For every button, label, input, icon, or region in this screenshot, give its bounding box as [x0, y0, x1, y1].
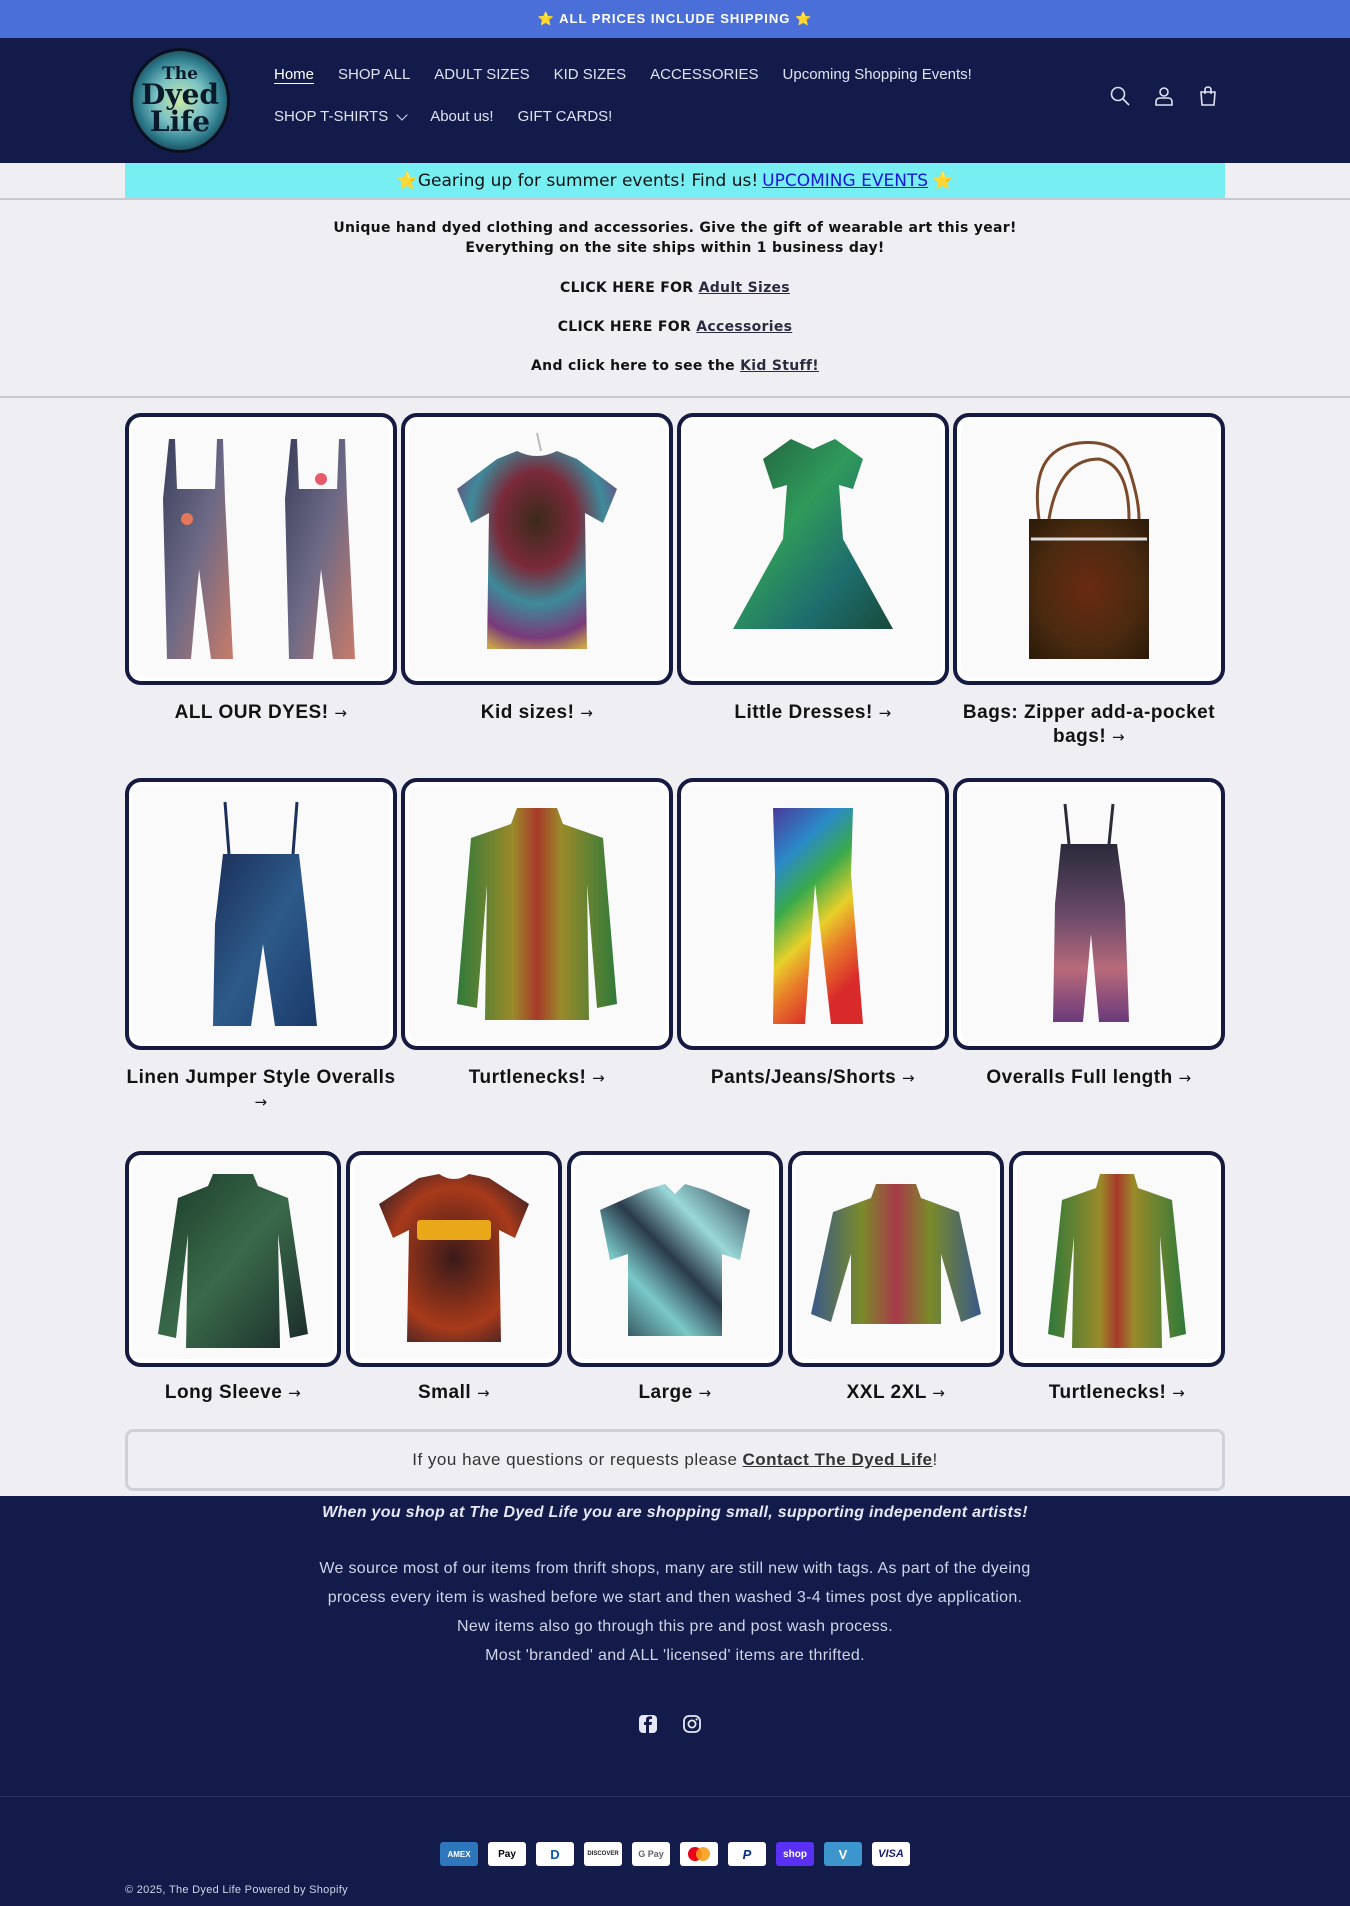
- logo-text-line3: Life: [149, 104, 211, 138]
- collection-image-frame: [125, 778, 397, 1050]
- contact-suffix: !: [932, 1450, 938, 1469]
- arrow-right-icon: →: [698, 1384, 712, 1402]
- collection-image-frame: [401, 413, 673, 685]
- event-banner-text: ⭐Gearing up for summer events! Find us!: [396, 170, 759, 191]
- collection-image: [685, 786, 941, 1042]
- event-banner-suffix: ⭐: [932, 170, 954, 191]
- collection-title[interactable]: [953, 701, 1225, 749]
- arrow-right-icon: →: [580, 704, 594, 722]
- collection-title[interactable]: [1009, 1381, 1225, 1405]
- nav-shop-tshirts-label: SHOP T-SHIRTS: [274, 108, 389, 125]
- payment-icons: [440, 1842, 910, 1866]
- collection-card[interactable]: [125, 778, 397, 1118]
- collection-title-text: Turtlenecks!: [468, 1067, 587, 1088]
- main-nav-row2: [262, 102, 624, 131]
- nav-gift-cards[interactable]: GIFT CARDS!: [517, 108, 613, 125]
- collection-title-text: Long Sleeve: [164, 1382, 283, 1403]
- intro-section: [0, 200, 1350, 398]
- collection-image: [133, 421, 389, 677]
- collection-card[interactable]: [953, 413, 1225, 753]
- collection-image: [409, 786, 665, 1042]
- arrow-right-icon: →: [1178, 1069, 1192, 1087]
- collection-card[interactable]: [346, 1151, 562, 1411]
- collection-title[interactable]: [401, 1066, 673, 1090]
- collection-image-frame: [346, 1151, 562, 1367]
- cart-icon[interactable]: [1196, 84, 1220, 108]
- collection-title[interactable]: [346, 1381, 562, 1405]
- collection-image-frame: [401, 778, 673, 1050]
- arrow-right-icon: →: [476, 1384, 491, 1402]
- arrow-right-icon: →: [254, 1093, 268, 1111]
- collection-image: [796, 1159, 996, 1359]
- amex-icon: AMEX: [440, 1842, 478, 1866]
- adult-sizes-link[interactable]: Adult Sizes: [698, 280, 790, 296]
- accessories-prefix: CLICK HERE FOR: [557, 319, 692, 335]
- nav-kid-sizes[interactable]: KID SIZES: [553, 66, 627, 83]
- collection-image-frame: [953, 778, 1225, 1050]
- apple-pay-icon: Pay: [488, 1842, 526, 1866]
- footer-paragraph-line: Most 'branded' and ALL 'licensed' items are thrifted.: [485, 1647, 865, 1664]
- collection-title-text: Little Dresses!: [734, 702, 873, 723]
- collection-image: [961, 786, 1217, 1042]
- collection-image-frame: [1009, 1151, 1225, 1367]
- collection-image: [961, 421, 1217, 677]
- intro-adult-line: [0, 280, 1350, 296]
- footer-divider: [0, 1796, 1350, 1797]
- arrow-right-icon: →: [1172, 1384, 1186, 1402]
- site-footer: [0, 1496, 1350, 1906]
- social-links: [638, 1714, 702, 1739]
- main-nav-row1: [262, 60, 984, 89]
- chevron-down-icon: [397, 109, 408, 120]
- event-banner: [125, 163, 1225, 198]
- collection-card[interactable]: [401, 413, 673, 753]
- adult-prefix: CLICK HERE FOR: [560, 280, 694, 296]
- collection-image-frame: [788, 1151, 1004, 1367]
- arrow-right-icon: →: [592, 1069, 606, 1087]
- paypal-icon: P: [728, 1842, 766, 1866]
- diners-club-icon: D: [536, 1842, 574, 1866]
- announcement-text: ⭐ ALL PRICES INCLUDE SHIPPING ⭐: [537, 11, 813, 26]
- nav-upcoming-events[interactable]: Upcoming Shopping Events!: [782, 66, 972, 83]
- nav-home[interactable]: Home: [274, 66, 315, 83]
- facebook-icon[interactable]: [638, 1714, 658, 1739]
- collection-card[interactable]: [125, 413, 397, 753]
- collection-title-text: Bags: Zipper add-a-pocket bags!: [962, 702, 1216, 747]
- arrow-right-icon: →: [932, 1384, 946, 1402]
- collection-title[interactable]: [125, 701, 397, 725]
- collection-image-frame: [125, 1151, 341, 1367]
- collection-title-text: Turtlenecks!: [1048, 1382, 1167, 1403]
- collection-card[interactable]: [1009, 1151, 1225, 1411]
- collection-title-text: Small: [417, 1382, 472, 1403]
- logo-text-line2: Dyed: [141, 77, 219, 111]
- collection-image-frame: [125, 413, 397, 685]
- contact-prefix: If you have questions or requests please: [412, 1450, 738, 1469]
- collection-image: [354, 1159, 554, 1359]
- site-header: [0, 38, 1350, 163]
- event-banner-section: [0, 163, 1350, 200]
- collection-title[interactable]: [677, 1066, 949, 1090]
- collection-title-text: Kid sizes!: [480, 702, 575, 723]
- collection-image-frame: [953, 413, 1225, 685]
- collection-card[interactable]: [788, 1151, 1004, 1411]
- collection-card[interactable]: [677, 778, 949, 1118]
- nav-shop-all[interactable]: SHOP ALL: [338, 66, 411, 83]
- intro-line1: Unique hand dyed clothing and accessories. Give the gift of wearable art this year!: [333, 220, 1017, 236]
- collection-image: [133, 786, 389, 1042]
- arrow-right-icon: →: [1111, 728, 1126, 746]
- footer-paragraph-line: process every item is washed before we start and then washed 3-4 times post dye application.: [327, 1589, 1023, 1606]
- collection-image-frame: [677, 413, 949, 685]
- collection-title-text: ALL OUR DYES!: [174, 702, 329, 723]
- arrow-right-icon: →: [288, 1384, 302, 1402]
- copyright-text[interactable]: © 2025, The Dyed Life Powered by Shopify: [125, 1884, 348, 1896]
- arrow-right-icon: →: [334, 704, 348, 722]
- intro-line2: Everything on the site ships within 1 business day!: [465, 240, 885, 256]
- collection-card[interactable]: [567, 1151, 783, 1411]
- collection-title[interactable]: [953, 1066, 1225, 1090]
- upcoming-events-link[interactable]: UPCOMING EVENTS: [762, 170, 929, 191]
- discover-icon: DISCOVER: [584, 1842, 622, 1866]
- mastercard-icon: [680, 1842, 718, 1866]
- collection-title[interactable]: [677, 701, 949, 725]
- collection-title[interactable]: [125, 1381, 341, 1405]
- nav-shop-tshirts[interactable]: [262, 102, 418, 131]
- intro-accessories-line: [0, 319, 1350, 335]
- collection-title[interactable]: [401, 701, 673, 725]
- collection-image: [133, 1159, 333, 1359]
- collection-title-text: XXL 2XL: [846, 1382, 927, 1403]
- nav-accessories[interactable]: ACCESSORIES: [650, 66, 759, 83]
- arrow-right-icon: →: [902, 1069, 916, 1087]
- collection-title-text: Linen Jumper Style Overalls: [126, 1067, 396, 1088]
- instagram-icon[interactable]: [682, 1714, 702, 1739]
- accessories-link[interactable]: Accessories: [696, 319, 793, 335]
- announcement-bar: [0, 0, 1350, 38]
- store-logo[interactable]: [130, 48, 230, 153]
- search-icon[interactable]: [1108, 84, 1132, 108]
- visa-icon: VISA: [872, 1842, 910, 1866]
- footer-tagline: When you shop at The Dyed Life you are shopping small, supporting independent artists!: [322, 1504, 1028, 1521]
- venmo-icon: V: [824, 1842, 862, 1866]
- collection-title[interactable]: [788, 1381, 1004, 1405]
- nav-about-us[interactable]: About us!: [430, 108, 494, 125]
- header-icons: [1108, 84, 1220, 108]
- collection-card[interactable]: [677, 413, 949, 753]
- collection-image: [409, 421, 665, 677]
- intro-kid-line: [0, 358, 1350, 374]
- arrow-right-icon: →: [878, 704, 892, 722]
- footer-paragraph-line: We source most of our items from thrift shops, many are still new with tags. As part of the dyeing: [319, 1560, 1031, 1577]
- kid-stuff-link[interactable]: Kid Stuff!: [740, 358, 819, 374]
- collection-title[interactable]: [125, 1066, 397, 1114]
- account-icon[interactable]: [1152, 84, 1176, 108]
- collection-image: [1017, 1159, 1217, 1359]
- shop-pay-icon: shop: [776, 1842, 814, 1866]
- collection-image: [685, 421, 941, 677]
- collection-image-frame: [567, 1151, 783, 1367]
- collection-card[interactable]: [953, 778, 1225, 1118]
- contact-box: [125, 1429, 1225, 1491]
- collection-title[interactable]: [567, 1381, 783, 1405]
- collection-card[interactable]: [401, 778, 673, 1118]
- kid-prefix: And click here to see the: [531, 358, 735, 374]
- footer-paragraph-line: New items also go through this pre and post wash process.: [457, 1618, 893, 1635]
- collection-title-text: Pants/Jeans/Shorts: [710, 1067, 897, 1088]
- google-pay-icon: G Pay: [632, 1842, 670, 1866]
- collection-title-text: Overalls Full length: [986, 1067, 1173, 1088]
- collection-image: [575, 1159, 775, 1359]
- nav-adult-sizes[interactable]: ADULT SIZES: [434, 66, 530, 83]
- contact-link[interactable]: Contact The Dyed Life: [742, 1450, 933, 1469]
- logo-text-line1: The: [162, 63, 198, 84]
- collection-image-frame: [677, 778, 949, 1050]
- collection-card[interactable]: [125, 1151, 341, 1411]
- collection-title-text: Large: [638, 1382, 693, 1403]
